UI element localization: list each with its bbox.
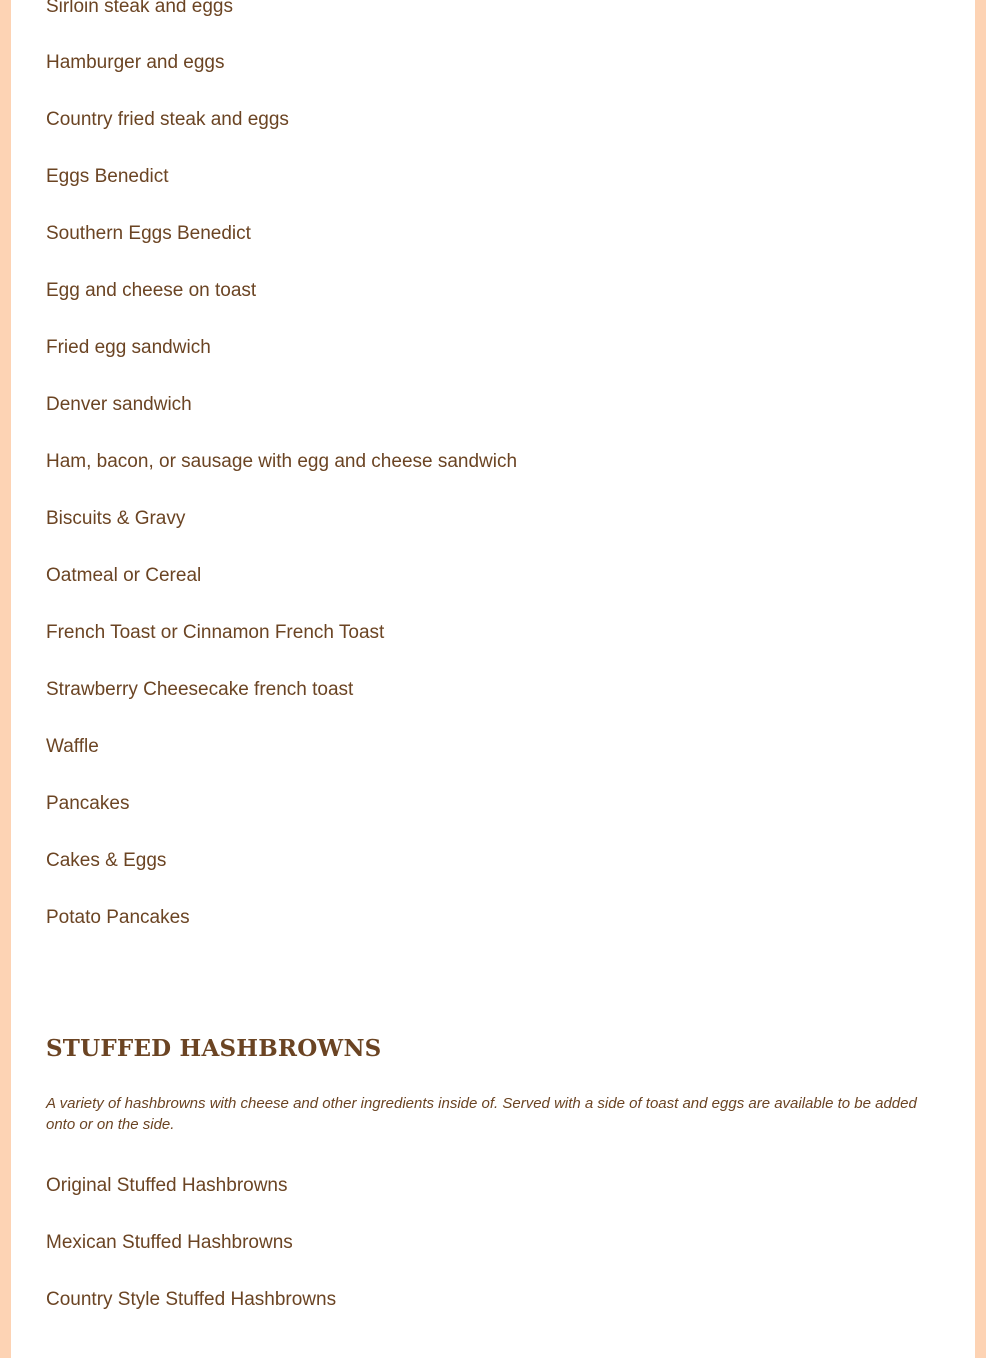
section-description: A variety of hashbrowns with cheese and other ingredients inside of. Served with a side of toast and eggs are available to be added onto or on the side. [46, 1095, 917, 1133]
menu-page [11, 0, 975, 1358]
menu-item-eggs-benedict: Eggs Benedict [46, 166, 169, 187]
menu-item-cakes-and-eggs: Cakes & Eggs [46, 850, 167, 871]
menu-item-french-toast: French Toast or Cinnamon French Toast [46, 622, 385, 643]
menu-item-biscuits-and-gravy: Biscuits & Gravy [46, 508, 186, 529]
menu-item-mexican-stuffed-hashbrowns: Mexican Stuffed Hashbrowns [46, 1232, 293, 1253]
menu-item-southern-eggs-benedict: Southern Eggs Benedict [46, 223, 251, 244]
menu-item-strawberry-cheesecake-french-toast: Strawberry Cheesecake french toast [46, 679, 354, 700]
stuffed-hashbrowns-menu-list [46, 1126, 337, 1310]
menu-item-country-style-stuffed-hashbrowns: Country Style Stuffed Hashbrowns [46, 1289, 337, 1310]
menu-item-original-stuffed-hashbrowns: Original Stuffed Hashbrowns [46, 1175, 288, 1196]
menu-item-egg-and-cheese-sandwich: Ham, bacon, or sausage with egg and cheese sandwich [46, 451, 518, 472]
menu-item-country-fried-steak-and-eggs: Country fried steak and eggs [46, 109, 289, 130]
menu-item-waffle: Waffle [46, 736, 99, 757]
menu-item-sirloin-steak-and-eggs: Sirloin steak and eggs [46, 0, 233, 17]
menu-item-pancakes: Pancakes [46, 793, 130, 814]
menu-item-potato-pancakes: Potato Pancakes [46, 907, 190, 928]
menu-item-egg-and-cheese-on-toast: Egg and cheese on toast [46, 280, 257, 301]
menu-item-denver-sandwich: Denver sandwich [46, 394, 192, 415]
section-title-stuffed-hashbrowns: STUFFED HASHBROWNS [46, 1035, 382, 1062]
menu-item-fried-egg-sandwich: Fried egg sandwich [46, 337, 211, 358]
menu-item-hamburger-and-eggs: Hamburger and eggs [46, 52, 225, 73]
breakfast-menu-list [46, 0, 518, 928]
menu-item-oatmeal-or-cereal: Oatmeal or Cereal [46, 565, 202, 586]
